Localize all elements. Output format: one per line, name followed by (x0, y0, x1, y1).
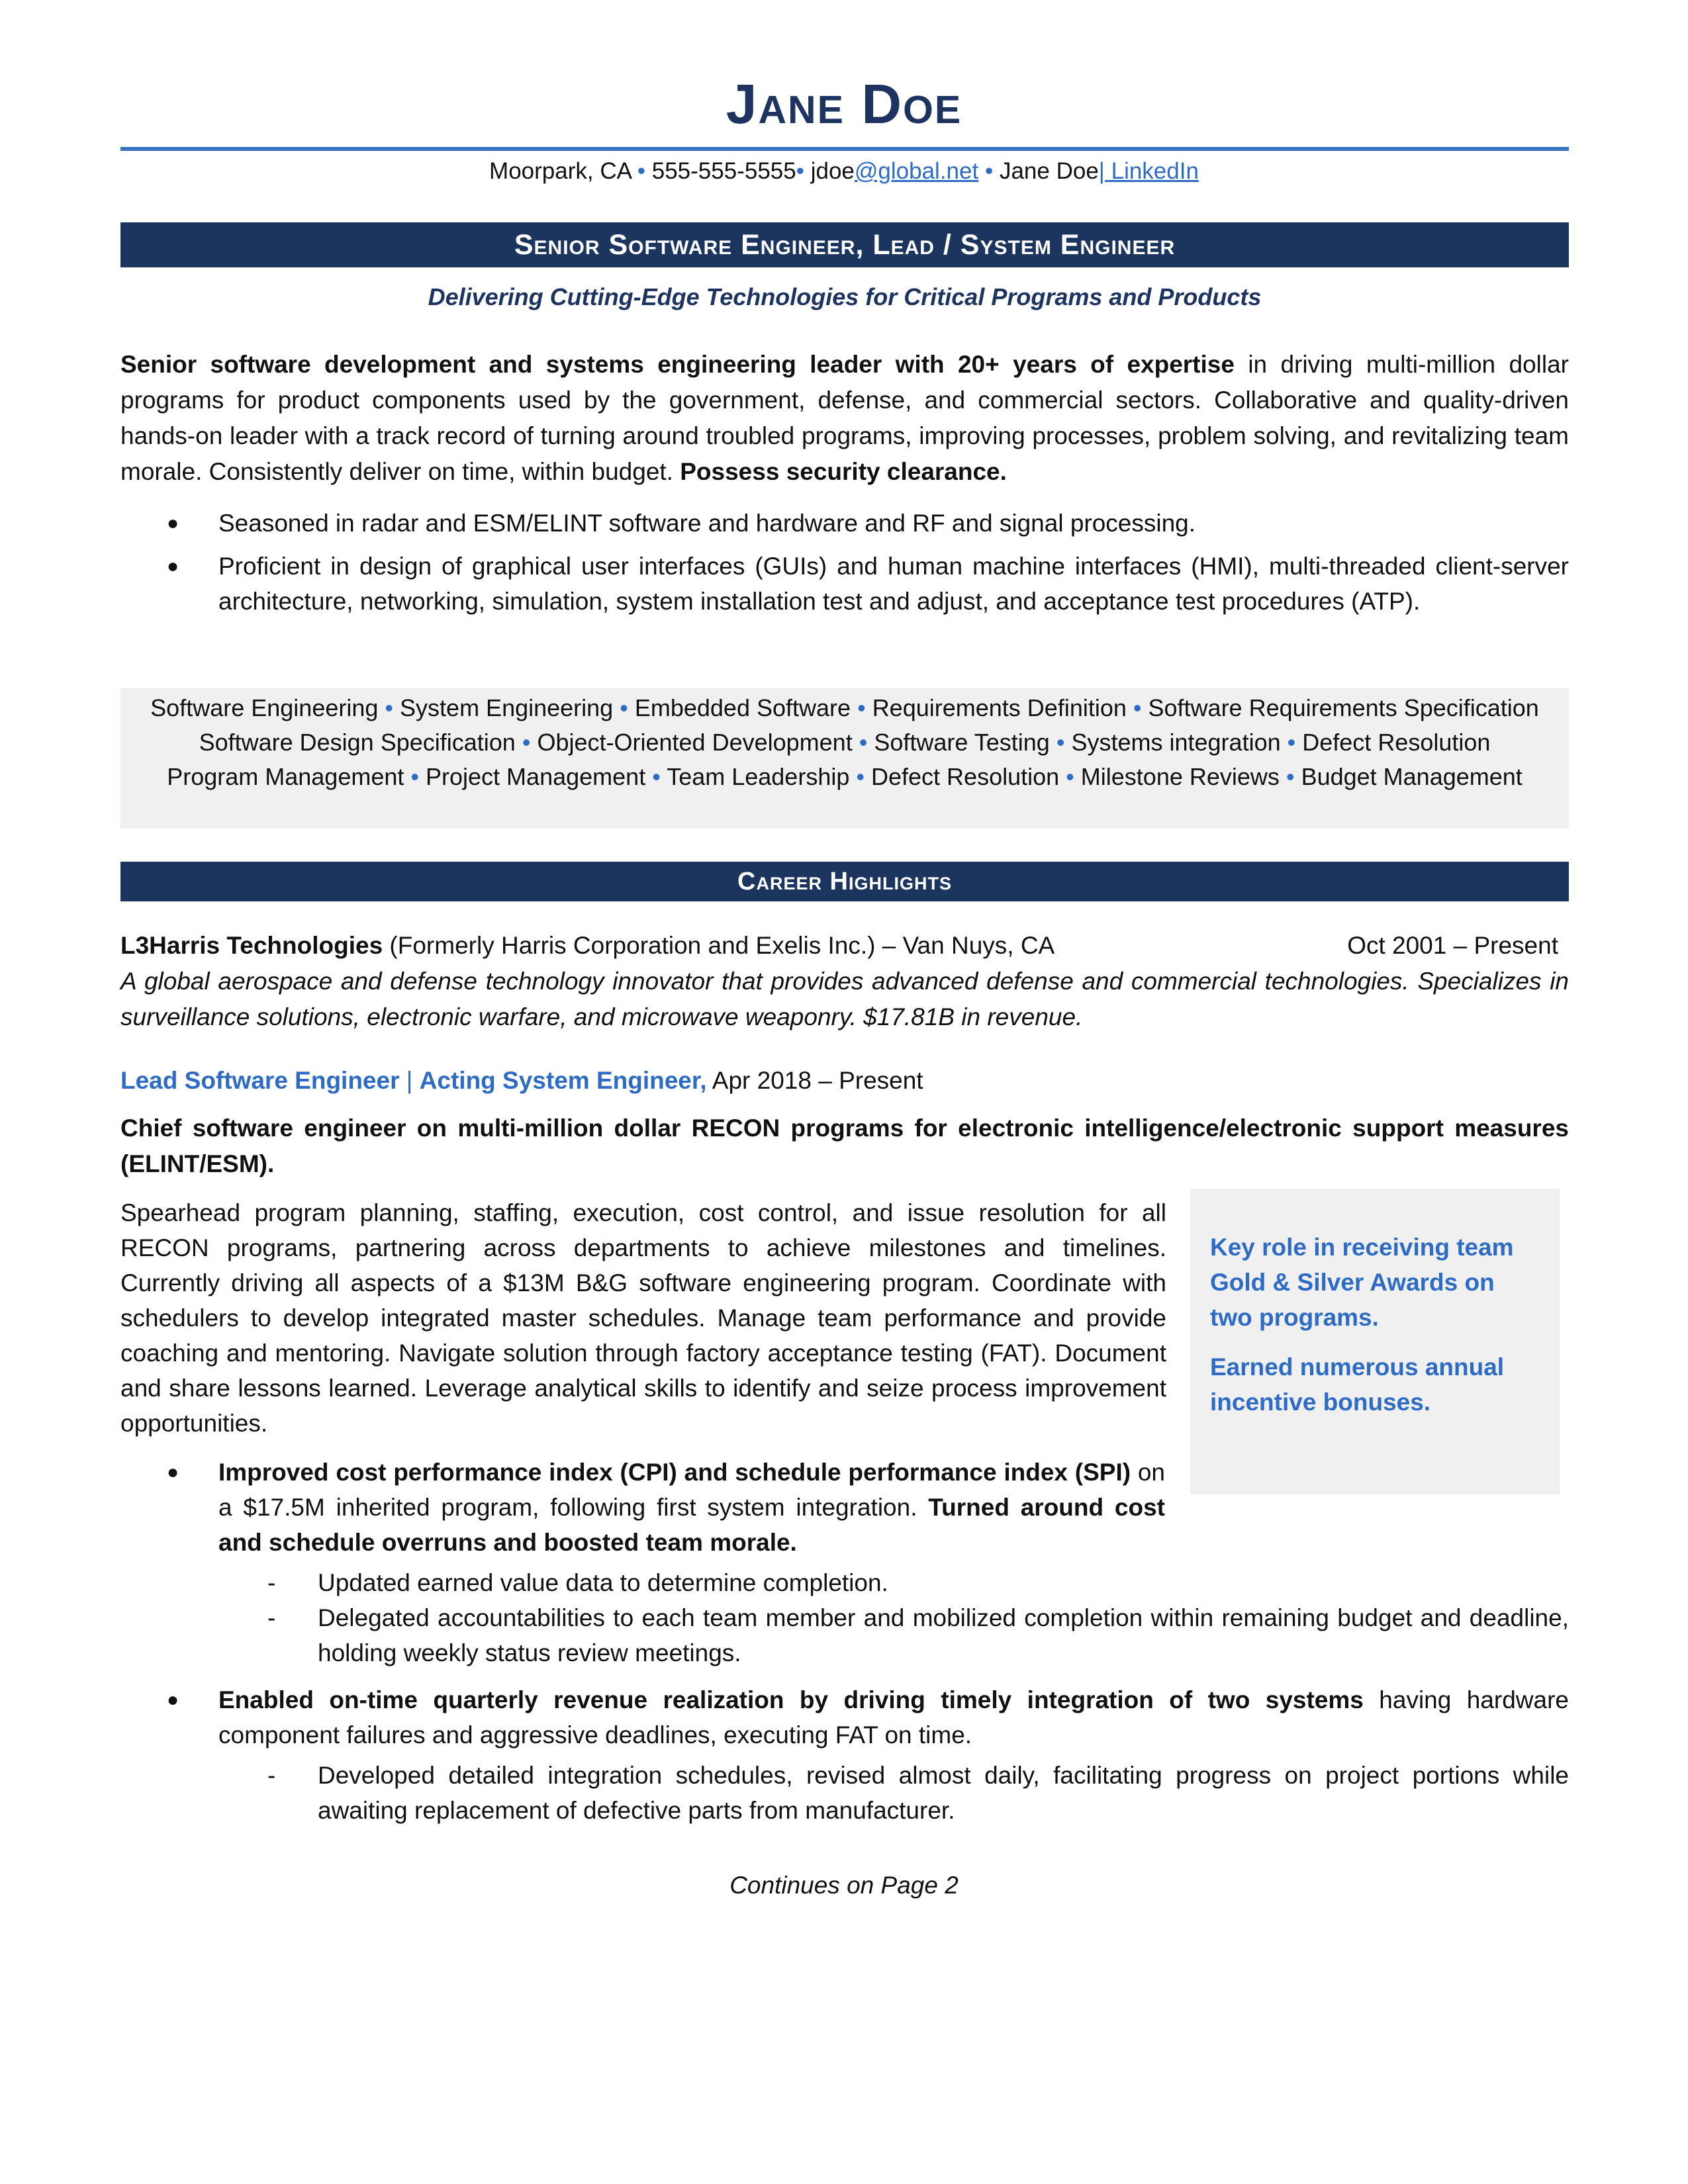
skill-item: System Engineering (400, 694, 614, 721)
separator-dot: • (856, 763, 865, 790)
separator-dot: • (637, 158, 646, 184)
email-user[interactable]: jdoe (810, 158, 855, 184)
summary-body: in driving multi-million dollar programs for product components used by the government, defense, and commercial sectors. Collaborative and quality-driven hands-on leader with a track record of turning around troubled programs, improving processes, problem solving, and revitalizing team morale. Consistently deliver on time, within budget. (120, 351, 1569, 485)
contact-line (0, 156, 1688, 187)
skill-item: Embedded Software (634, 694, 851, 721)
skill-item: Software Testing (874, 729, 1050, 756)
contact-location: Moorpark, CA (489, 158, 632, 184)
candidate-name: Jane Doe (726, 73, 962, 135)
skill-item: Systems integration (1071, 729, 1281, 756)
sidebox-item: Key role in receiving team Gold & Silver Awards on two programs. (1210, 1234, 1514, 1331)
separator-dot: • (410, 763, 419, 790)
highlights-sidebox (1190, 1189, 1560, 1494)
list-item: - Developed detailed integration schedules, revised almost daily, facilitating progress on project portions while awaiting replacement of defective parts from manufacturer. (120, 1758, 1569, 1828)
list-item: - Delegated accountabilities to each team member and mobilized completion within remaining budget and deadline, holding weekly status review meetings. (120, 1600, 1569, 1670)
name-divider (120, 147, 1569, 151)
bullet-icon: ● (167, 1461, 179, 1483)
list-item: ● Seasoned in radar and ESM/ELINT software and hardware and RF and signal processing. (120, 506, 1569, 541)
skill-item: Defect Resolution (1302, 729, 1491, 756)
skill-item: Milestone Reviews (1080, 763, 1280, 790)
email-link[interactable]: @global.net (854, 158, 979, 184)
skill-item: Requirements Definition (872, 694, 1127, 721)
title-bar: Senior Software Engineer, Lead / System Engineer (120, 222, 1569, 267)
linkedin-name: Jane Doe (999, 158, 1099, 184)
separator-dot: • (984, 158, 994, 184)
separator-dot: • (859, 729, 868, 756)
bullet-icon: ● (167, 512, 179, 534)
separator-dot: • (385, 694, 394, 721)
skill-item: Project Management (426, 763, 646, 790)
skills-row-2 (120, 725, 1569, 760)
separator-dot: • (857, 694, 866, 721)
list-item: ● Proficient in design of graphical user interfaces (GUIs) and human machine interfaces (HMI), multi-threaded client-server architecture, networking, simulation, system installation test and adjust, and acceptance test procedures (ATP). (120, 549, 1569, 619)
role-title-secondary: Acting System Engineer, (419, 1067, 707, 1094)
dash-icon: - (267, 1604, 276, 1631)
summary-bold-intro: Senior software development and systems engineering leader with 20+ years of expertise (120, 351, 1235, 378)
skill-item: Software Design Specification (199, 729, 516, 756)
skill-item: Budget Management (1301, 763, 1523, 790)
dash-icon: - (267, 1569, 276, 1596)
separator-dot: • (796, 158, 804, 184)
achievements-list (120, 1455, 1569, 1828)
responsibilities-paragraph: Spearhead program planning, staffing, execution, cost control, and issue resolution for all RECON programs, partnering across departments to achieve milestones and timelines. Currently driving all aspects of a $13M B&G software engineering program. Coordinate with schedulers to develop integrated master schedules. Manage team performance and provide coaching and mentoring. Navigate solution through factory acceptance testing (FAT). Document and share lessons learned. Leverage analytical skills to identify and seize process improvement opportunities. (120, 1199, 1166, 1437)
separator-dot: • (1287, 729, 1296, 756)
separator-dot: • (1286, 763, 1295, 790)
continuation-note: Continues on Page 2 (729, 1872, 959, 1899)
bullet-icon: ● (167, 1689, 179, 1711)
separator-dot: • (1066, 763, 1074, 790)
summary-bold-end: Possess security clearance. (680, 458, 1007, 485)
list-item: ● Enabled on-time quarterly revenue realization by driving timely integration of two systems having hardware component failures and aggressive deadlines, executing FAT on time. (120, 1682, 1569, 1752)
skill-item: Defect Resolution (871, 763, 1060, 790)
contact-email[interactable] (811, 158, 979, 184)
separator-dot: • (652, 763, 661, 790)
section-header-career: Career Highlights (120, 862, 1569, 901)
summary-paragraph (120, 347, 1569, 490)
company-description: A global aerospace and defense technology innovator that provides advanced defense and commercial technologies. Specializes in surveillance solutions, electronic warfare, and microwave weaponry. $17.81B in revenue. (120, 968, 1569, 1030)
company-line (120, 928, 1569, 964)
skill-item: Software Requirements Specification (1148, 694, 1539, 721)
skills-row-3 (120, 760, 1569, 794)
dash-icon: - (267, 1762, 276, 1789)
skill-item: Team Leadership (667, 763, 850, 790)
company-name: L3Harris Technologies (120, 932, 383, 959)
skill-item: Program Management (167, 763, 404, 790)
separator-dot: • (1133, 694, 1142, 721)
employment-dates: Oct 2001 – Present (1347, 932, 1558, 959)
skill-item: Software Engineering (150, 694, 379, 721)
linkedin-link[interactable]: | LinkedIn (1098, 158, 1199, 184)
role-dates: Apr 2018 – Present (706, 1067, 923, 1094)
skills-panel (120, 688, 1569, 829)
separator-dot: • (1056, 729, 1065, 756)
contact-phone: 555-555-5555 (651, 158, 796, 184)
role-separator: | (399, 1067, 420, 1094)
skill-item: Object-Oriented Development (537, 729, 853, 756)
separator-dot: • (522, 729, 531, 756)
role-line (120, 1063, 923, 1099)
chief-statement: Chief software engineer on multi-million dollar RECON programs for electronic intelligence/electronic support measures (ELINT/ESM). (120, 1115, 1569, 1177)
skills-row-1 (120, 691, 1569, 725)
sidebox-item: Earned numerous annual incentive bonuses. (1210, 1353, 1505, 1416)
summary-bullets (120, 506, 1569, 627)
list-item: ● Improved cost performance index (CPI) and schedule performance index (SPI) on a $17.5M inherited program, following first system integration. Turned around cost and schedule overruns and boosted team morale. (120, 1455, 1165, 1560)
separator-dot: • (620, 694, 628, 721)
tagline: Delivering Cutting-Edge Technologies for Critical Programs and Products (428, 283, 1262, 310)
role-title: Lead Software Engineer (120, 1067, 400, 1094)
bullet-icon: ● (167, 555, 179, 577)
company-detail: (Formerly Harris Corporation and Exelis Inc.) – Van Nuys, CA (383, 932, 1055, 959)
list-item: - Updated earned value data to determine completion. (120, 1565, 1569, 1600)
